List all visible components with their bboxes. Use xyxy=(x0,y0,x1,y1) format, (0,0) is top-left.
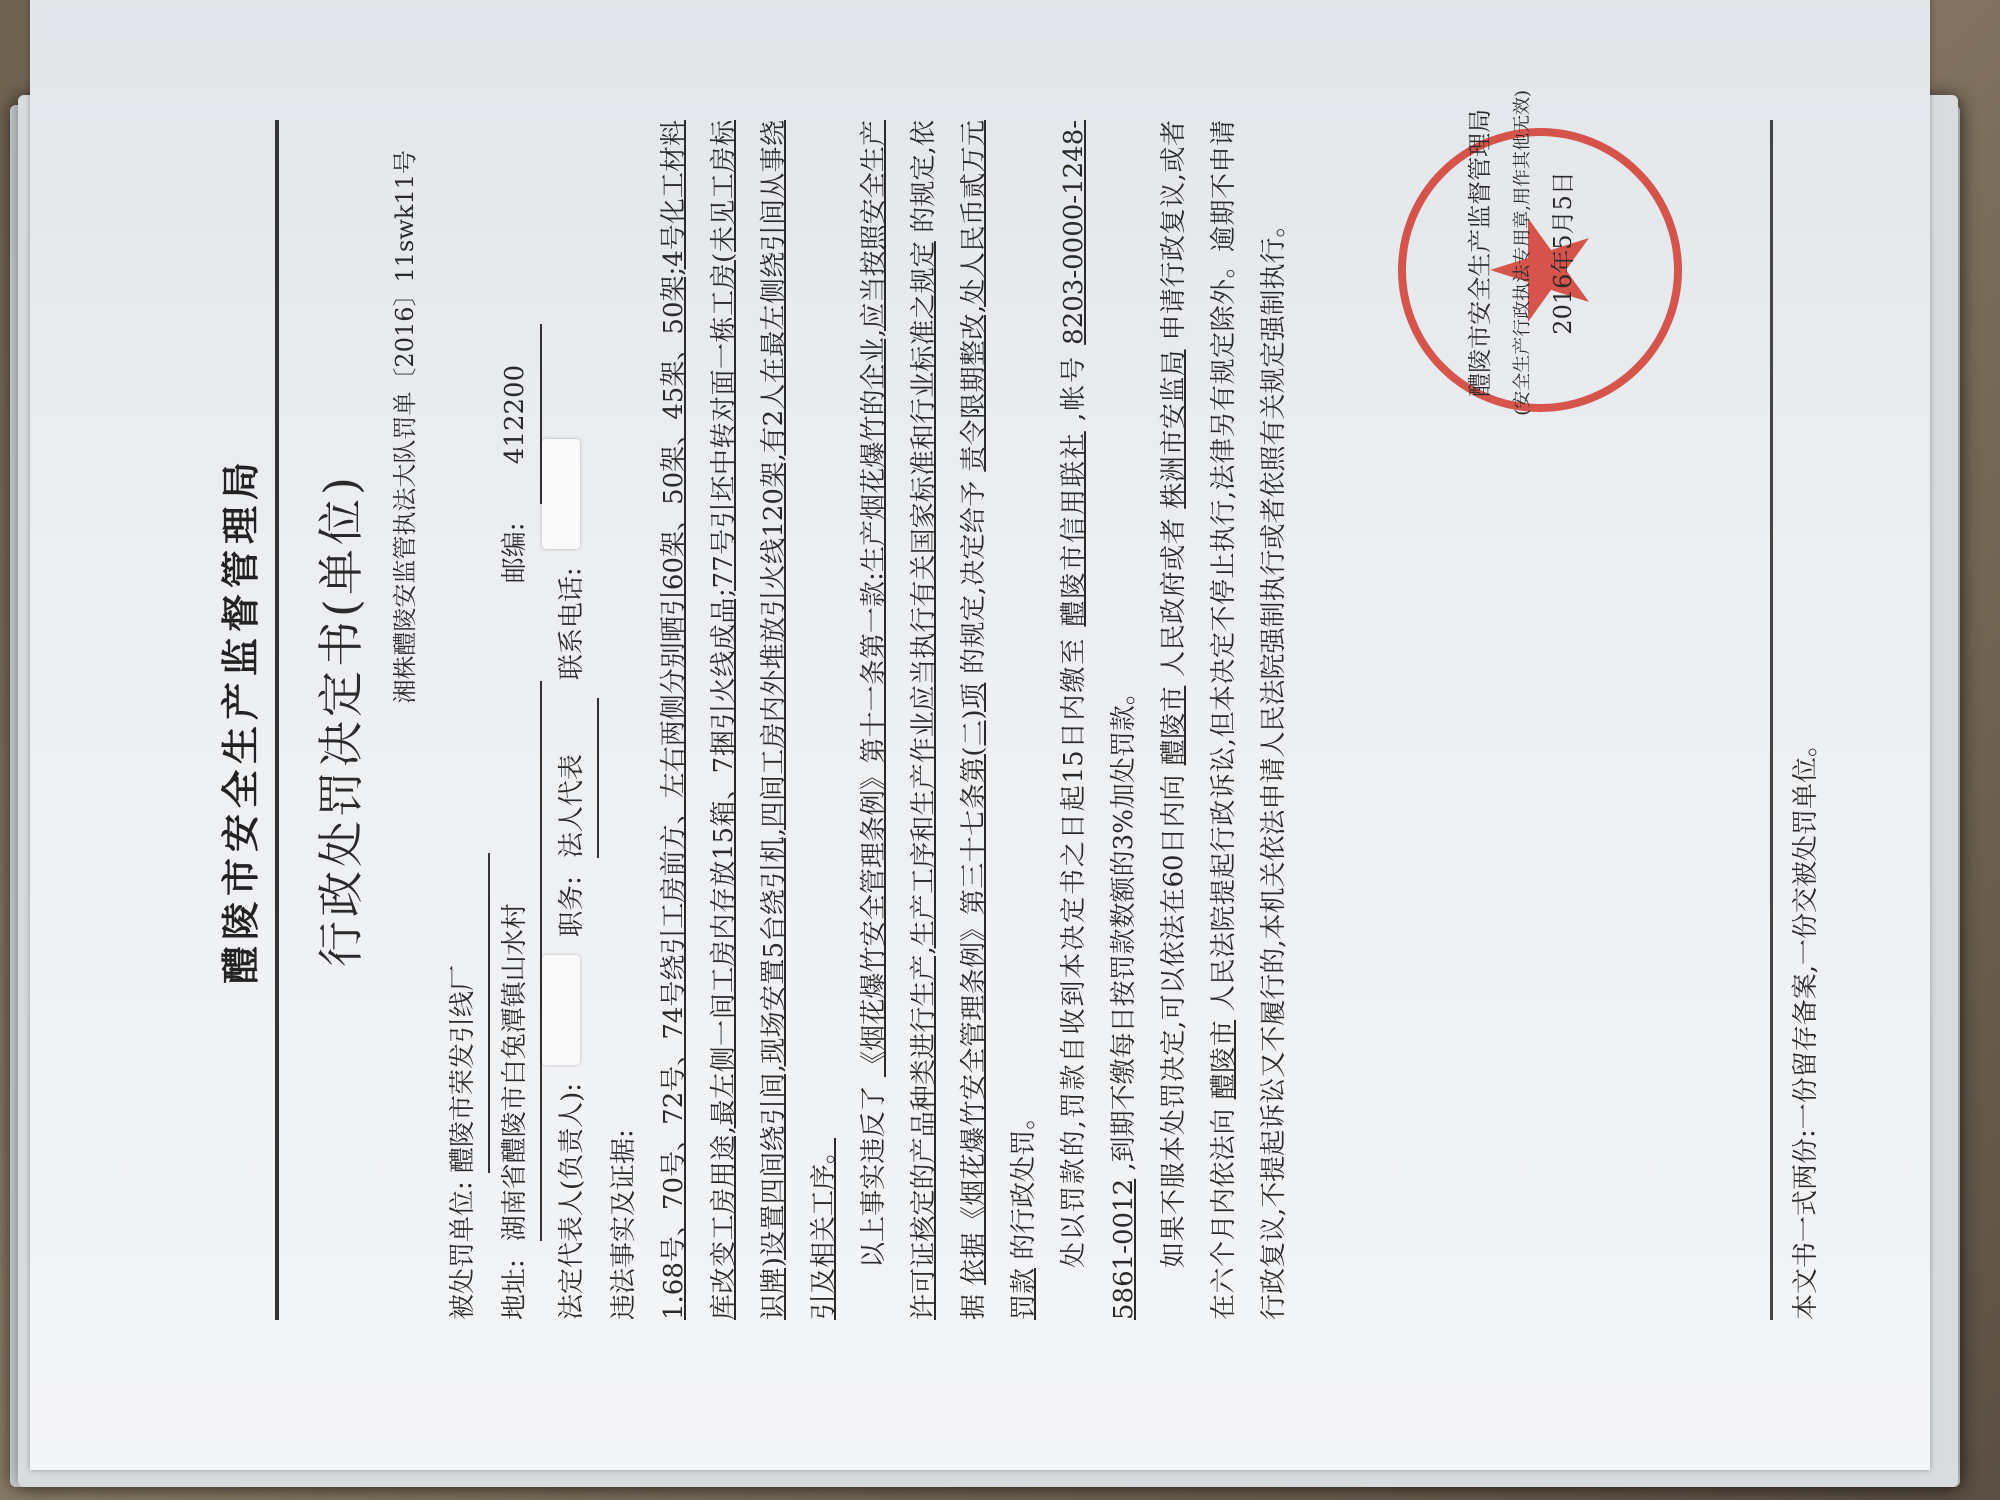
basis-paragraph xyxy=(849,120,1049,1320)
address-label: 地址: xyxy=(500,1259,530,1320)
document-number: 湘株醴陵安监管执法大队罚单〔2016〕11swk11号 xyxy=(391,150,419,704)
signature-date: 2016年5月5日 xyxy=(1549,171,1577,335)
document-body xyxy=(210,120,1299,1320)
payment-bank: 醴陵市信用联社 xyxy=(1059,431,1089,627)
document-title: 行政处罚决定书(单位) xyxy=(314,473,368,967)
payment-text-1: 处以罚款的,罚款自收到本决定书之日起15日内缴至 xyxy=(1059,636,1089,1268)
unit-label: 被处罚单位: xyxy=(448,1181,478,1320)
address-value: 湖南省醴陵市白兔潭镇山水村 xyxy=(490,681,542,1241)
appeal-gov: 醴陵市 xyxy=(1159,685,1189,766)
signature-note: (安全生产行政执法专用章,用作其他无效) xyxy=(1512,90,1533,416)
document-footer: 本文书一式两份:一份留存备案,一份交被处罚单位。 xyxy=(1770,120,1822,1320)
basis-text-2: 的规定,依据 xyxy=(909,119,989,1320)
appeal-court: 醴陵市 xyxy=(1209,1019,1239,1100)
appeal-bureau: 株洲市安监局 xyxy=(1159,349,1189,509)
position-value: 法人代表 xyxy=(547,698,599,858)
penalty-text: 责令限期整改,处人民币贰万元罚款 xyxy=(959,119,1039,1320)
appeal-text-1: 如果不服本处罚决定,可以依法在60日内向 xyxy=(1159,774,1189,1268)
payment-text-2: ,帐号 xyxy=(1059,355,1089,422)
legal-rep-line xyxy=(542,120,599,1320)
payment-text-3: ,到期不缴每日按罚款数额的3%加处罚款。 xyxy=(1109,679,1139,1171)
basis-text-4: 的行政处罚。 xyxy=(1009,1103,1039,1260)
position-label: 职务: xyxy=(557,876,587,937)
facts-text: 1.68号、70号、72号、74号绕引工房前方、左右两侧分别晒引60架、50架、45架、50架;4号化工材料库改变工房用途,最左侧一间工房内存放15箱、7捆引火线成品;77号引坯中转对面一栋工房(未见工房标识牌)设置四间绕引间,现场安置5台绕引机,四间工房内外堆放引火线120架,有2人在最左侧绕引间从事绕引及相关工序。 xyxy=(659,119,839,1320)
payment-paragraph xyxy=(1049,120,1149,1320)
facts-heading: 违法事实及证据: xyxy=(609,1129,639,1320)
appeal-text-4: 人民法院提起行政诉讼,但本决定不停止执行,法律另有规定除外。逾期不申请行政复议,不提起诉讼又不履行的,本机关依法申请人民法院强制执行或者依照有关规定强制执行。 xyxy=(1209,119,1289,1320)
redacted-phone xyxy=(542,439,580,549)
issuing-organization: 醴陵市安全生产监督管理局 xyxy=(210,120,279,1320)
appeal-paragraph xyxy=(1149,120,1299,1320)
phone-label: 联系电话: xyxy=(557,567,587,681)
penalized-unit-line xyxy=(438,120,490,1320)
basis-law-1: 《烟花爆竹安全管理条例》第十一条第一款:生产烟花爆竹的企业,应当按照安全生产许可证核定的产品种类进行生产,生产工序和生产作业应当执行有关国家标准和行业标准之规定 xyxy=(859,120,939,1320)
payment-account: 8203-0000-1248-5861-0012 xyxy=(1059,119,1139,1320)
basis-text-1: 以上事实违反了 xyxy=(859,1085,889,1268)
postcode-label: 邮编: xyxy=(500,522,530,584)
rep-label: 法定代表人(负责人): xyxy=(557,1082,587,1320)
signature-block xyxy=(1460,90,1583,416)
appeal-text-2: 人民政府或者 xyxy=(1159,517,1189,677)
signature-org: 醴陵市安全生产监督管理局 xyxy=(1466,108,1494,397)
appeal-text-3: 申请行政复议,或者在六个月内依法向 xyxy=(1159,119,1239,1320)
address-line xyxy=(490,120,542,1320)
unit-value: 醴陵市荣发引线厂 xyxy=(438,853,490,1173)
document-page xyxy=(30,0,1930,1470)
postcode-value: 412200 xyxy=(490,324,542,504)
redacted-name xyxy=(542,955,580,1065)
basis-text-3: 的规定,决定给予 xyxy=(959,480,989,674)
basis-law-2: 依据《烟花爆竹安全管理条例》第三十七条第(二)项 xyxy=(959,682,989,1285)
